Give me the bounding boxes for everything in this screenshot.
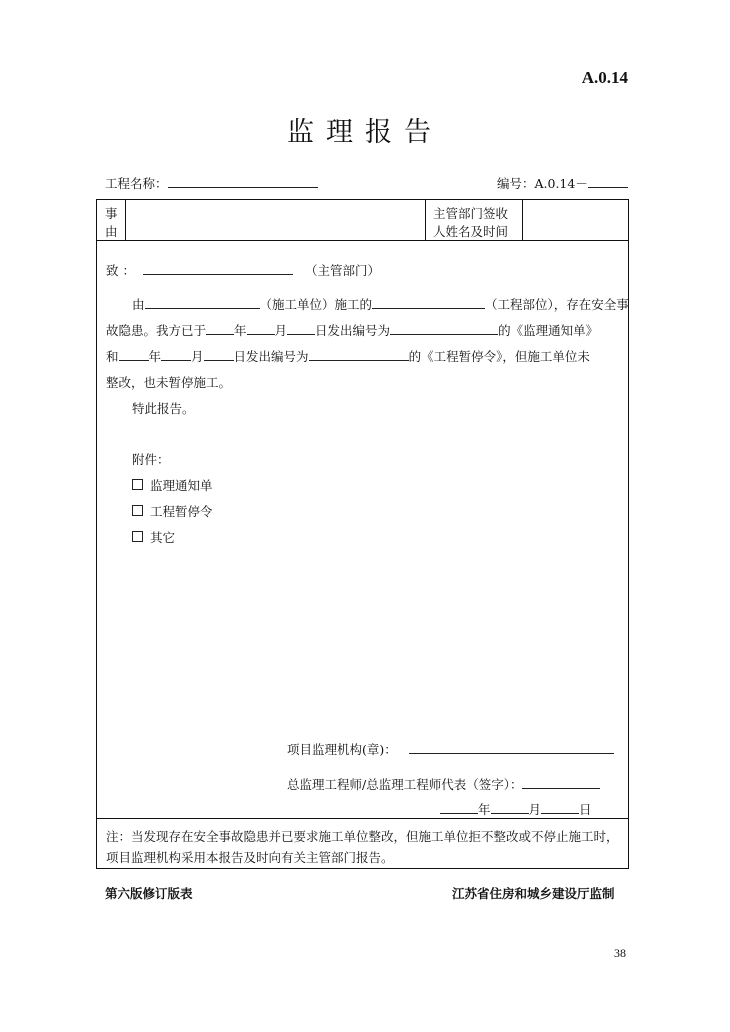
divider xyxy=(425,200,426,240)
note-line-2: 项目监理机构采用本报告及时向有关主管部门报告。 xyxy=(106,850,394,865)
subject-label-2: 由 xyxy=(105,224,118,239)
project-name-label: 工程名称： xyxy=(105,176,168,191)
org-label: 项目监理机构(章)： xyxy=(287,742,397,757)
page-number: 38 xyxy=(614,946,626,960)
contractor-line[interactable] xyxy=(145,295,260,309)
day-line[interactable] xyxy=(287,321,315,335)
paragraph-line-2: 故隐患。我方已于 年 月 日发出编号为 的《监理通知单》 xyxy=(106,323,599,338)
footer-right: 江苏省住房和城乡建设厅监制 xyxy=(452,886,615,901)
number-field[interactable] xyxy=(497,174,628,192)
month-line[interactable] xyxy=(247,321,275,335)
order-number-line[interactable] xyxy=(309,347,409,361)
org-seal-field xyxy=(287,740,614,758)
subject-label-1: 事 xyxy=(105,206,118,221)
to-line xyxy=(106,261,380,279)
attachment-item[interactable]: 监理通知单 xyxy=(132,476,213,494)
attachments-label: 附件： xyxy=(132,452,170,467)
subject-field[interactable] xyxy=(126,200,424,240)
dept-sign-label-1: 主管部门签收 xyxy=(433,206,509,221)
divider xyxy=(97,818,628,819)
to-dept-line[interactable] xyxy=(143,261,293,275)
month-line[interactable] xyxy=(491,800,529,814)
paragraph-line-1: 由 （施工单位）施工的 （工程部位），存在安全事 xyxy=(132,297,629,312)
day-line[interactable] xyxy=(541,800,579,814)
notice-number-line[interactable] xyxy=(390,321,498,335)
to-suffix: （主管部门） xyxy=(304,263,380,278)
report-table xyxy=(96,199,629,869)
day-line[interactable] xyxy=(204,347,234,361)
number-label: 编号：A.0.14－ xyxy=(497,176,588,191)
form-code: A.0.14 xyxy=(581,68,628,87)
engineer-sign-field xyxy=(287,775,600,793)
paragraph-line-4: 整改，也未暂停施工。 xyxy=(106,375,232,390)
closing-text: 特此报告。 xyxy=(132,401,195,416)
engineer-label: 总监理工程师/总监理工程师代表（签字）： xyxy=(287,777,523,792)
attachment-item[interactable]: 工程暂停令 xyxy=(132,502,213,520)
number-line[interactable] xyxy=(588,174,628,188)
location-line[interactable] xyxy=(372,295,485,309)
paragraph-line-3: 和 年 月 日发出编号为 的《工程暂停令》，但施工单位未 xyxy=(106,349,590,364)
dept-sign-field[interactable] xyxy=(523,200,628,240)
project-name-line[interactable] xyxy=(168,174,318,188)
date-field: 年 月 日 xyxy=(440,800,592,818)
engineer-sign-line[interactable] xyxy=(522,775,600,789)
year-line[interactable] xyxy=(119,347,149,361)
project-name-field[interactable] xyxy=(105,174,318,192)
checkbox[interactable] xyxy=(132,479,143,490)
month-line[interactable] xyxy=(161,347,191,361)
year-line[interactable] xyxy=(206,321,234,335)
year-line[interactable] xyxy=(440,800,478,814)
org-seal-line[interactable] xyxy=(409,740,614,754)
attachment-item[interactable]: 其它 xyxy=(132,528,175,546)
footer-left: 第六版修订版表 xyxy=(105,886,193,901)
dept-sign-label-2: 人姓名及时间 xyxy=(433,224,509,239)
header-row xyxy=(97,200,628,241)
checkbox[interactable] xyxy=(132,505,143,516)
checkbox[interactable] xyxy=(132,531,143,542)
page-title: 监理报告 xyxy=(287,117,443,148)
to-label: 致 ： xyxy=(106,263,135,278)
note-line-1: 注：当发现存在安全事故隐患并已要求施工单位整改，但施工单位拒不整改或不停止施工时， xyxy=(106,829,619,844)
